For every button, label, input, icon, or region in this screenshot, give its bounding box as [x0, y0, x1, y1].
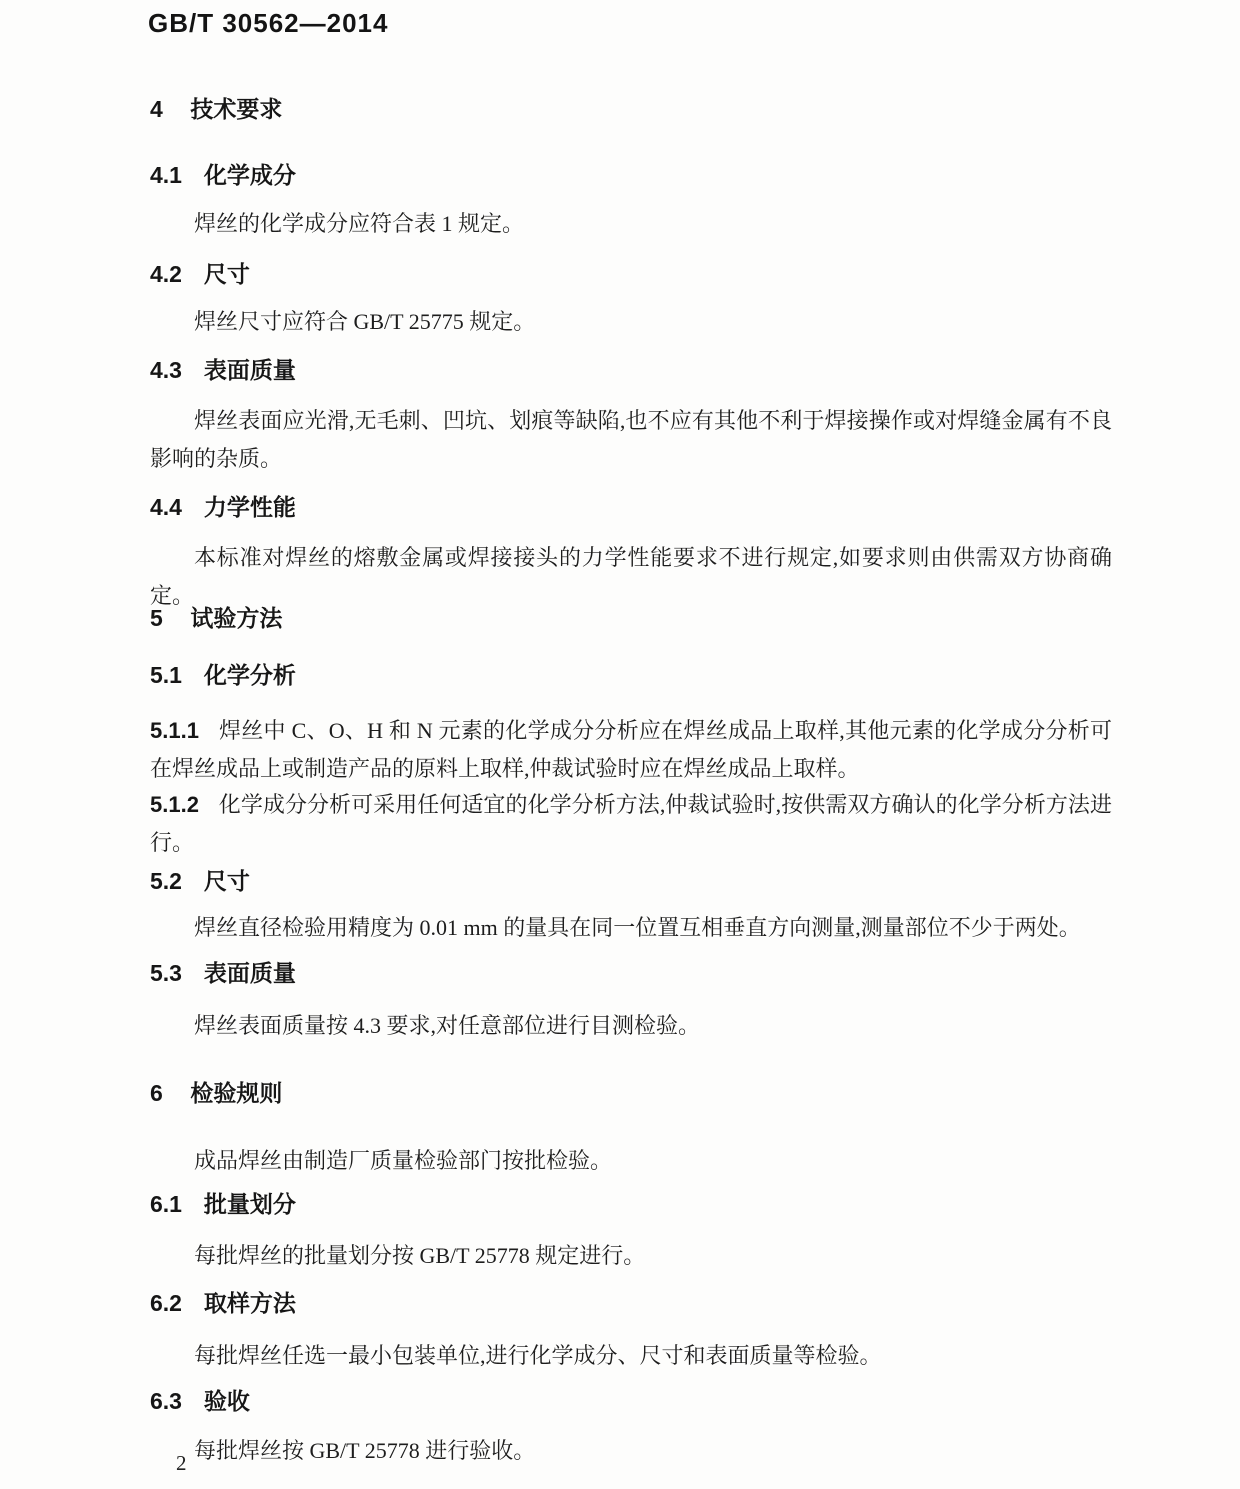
- section-heading-5-3: [150, 959, 1112, 987]
- chapter-number: 6: [150, 1080, 163, 1106]
- paragraph: 每批焊丝任选一最小包装单位,进行化学成分、尺寸和表面质量等检验。: [194, 1343, 882, 1368]
- paragraph: 成品焊丝由制造厂质量检验部门按批检验。: [194, 1148, 613, 1173]
- section-number: 5.1: [150, 662, 182, 688]
- chapter-number: 5: [150, 605, 163, 631]
- section-title: 验收: [203, 1388, 250, 1414]
- clause-text: 化学成分分析可采用任何适宜的化学分析方法,仲裁试验时,按供需双方确认的化学分析方法进行。: [150, 792, 1112, 855]
- section-title: 力学性能: [203, 494, 296, 520]
- paragraph: 本标准对焊丝的熔敷金属或焊接接头的力学性能要求不进行规定,如要求则由供需双方协商确定。: [150, 545, 1112, 608]
- paragraph: 焊丝表面应光滑,无毛刺、凹坑、划痕等缺陷,也不应有其他不利于焊接操作或对焊缝金属有不良影响的杂质。: [150, 408, 1112, 471]
- section-heading-4-1: [150, 161, 1112, 189]
- chapter-heading-5: [150, 604, 1112, 632]
- clause-text: 焊丝中 C、O、H 和 N 元素的化学成分分析应在焊丝成品上取样,其他元素的化学成分分析可在焊丝成品上或制造产品的原料上取样,仲裁试验时应在焊丝成品上取样。: [150, 718, 1112, 781]
- clause-paragraph-5-1-1: [150, 712, 1112, 788]
- section-number: 4.4: [150, 494, 182, 520]
- section-title: 化学成分: [203, 162, 296, 188]
- section-title: 表面质量: [203, 960, 296, 986]
- section-number: 6.3: [150, 1388, 182, 1414]
- clause-number: 5.1.1: [150, 718, 199, 743]
- page-number: 2: [176, 1451, 187, 1475]
- paragraph: 焊丝尺寸应符合 GB/T 25775 规定。: [194, 309, 536, 334]
- chapter-number: 4: [150, 96, 163, 122]
- section-heading-5-2: [150, 867, 1112, 895]
- section-heading-4-3: [150, 356, 1112, 384]
- chapter-title: 试验方法: [190, 605, 283, 631]
- paragraph: 焊丝表面质量按 4.3 要求,对任意部位进行目测检验。: [194, 1013, 701, 1038]
- section-number: 4.2: [150, 261, 182, 287]
- section-number: 4.3: [150, 357, 182, 383]
- section-title: 尺寸: [203, 868, 250, 894]
- section-title: 批量划分: [203, 1191, 296, 1217]
- section-heading-6-3: [150, 1387, 1112, 1415]
- chapter-heading-6: [150, 1079, 1112, 1107]
- chapter-heading-4: [150, 95, 1112, 123]
- clause-number: 5.1.2: [150, 792, 199, 817]
- paragraph: 焊丝直径检验用精度为 0.01 mm 的量具在同一位置互相垂直方向测量,测量部位不少于两处。: [194, 915, 1081, 940]
- section-heading-4-4: [150, 493, 1112, 521]
- section-title: 表面质量: [203, 357, 296, 383]
- clause-paragraph-5-1-2: [150, 786, 1112, 862]
- section-number: 5.3: [150, 960, 182, 986]
- section-title: 取样方法: [203, 1290, 296, 1316]
- paragraph: 每批焊丝的批量划分按 GB/T 25778 规定进行。: [194, 1243, 646, 1268]
- section-heading-5-1: [150, 661, 1112, 689]
- paragraph: 每批焊丝按 GB/T 25778 进行验收。: [194, 1438, 536, 1463]
- section-title: 化学分析: [203, 662, 296, 688]
- section-number: 4.1: [150, 162, 182, 188]
- section-number: 6.1: [150, 1191, 182, 1217]
- section-heading-4-2: [150, 260, 1112, 288]
- section-heading-6-2: [150, 1289, 1112, 1317]
- chapter-title: 检验规则: [190, 1080, 283, 1106]
- section-title: 尺寸: [203, 261, 250, 287]
- paragraph: 焊丝的化学成分应符合表 1 规定。: [194, 211, 525, 236]
- section-heading-6-1: [150, 1190, 1112, 1218]
- section-number: 5.2: [150, 868, 182, 894]
- standard-number-header: GB/T 30562—2014: [148, 8, 389, 38]
- chapter-title: 技术要求: [190, 96, 283, 122]
- section-number: 6.2: [150, 1290, 182, 1316]
